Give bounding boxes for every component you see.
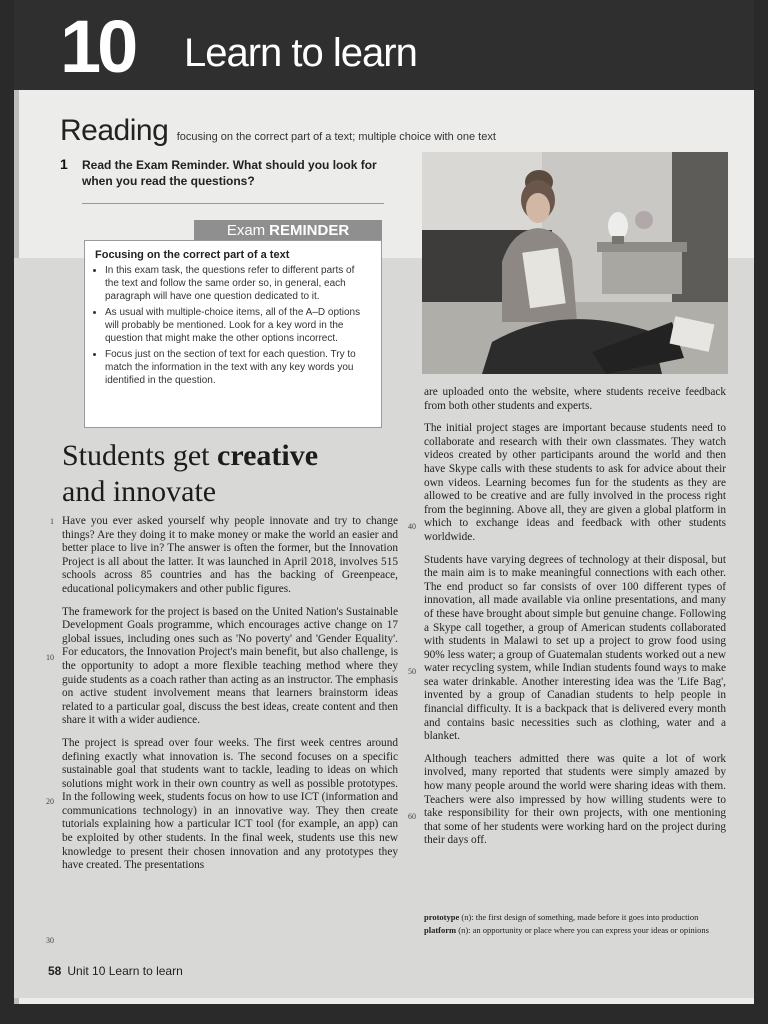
section-title: Reading: [60, 114, 169, 147]
glossary-definition: the first design of something, made before it goes into production: [475, 912, 699, 922]
page-number: 58: [48, 964, 62, 978]
unit-banner: [14, 0, 754, 90]
article-photo: [422, 152, 728, 374]
exam-reminder-list: [95, 264, 371, 387]
line-number: 60: [408, 812, 416, 821]
article-column-left: [62, 515, 398, 882]
line-number: 1: [50, 517, 54, 526]
exam-reminder-tab: [194, 220, 382, 242]
exam-reminder-item: • In this exam task, the questions refer to different parts of the text and follow the same order so, in general, each paragraph will have one question dedicated to it.: [105, 264, 371, 303]
glossary: [424, 912, 726, 937]
glossary-pos: (n):: [461, 912, 474, 922]
exam-reminder-box: [84, 240, 382, 428]
page-footer: [48, 964, 183, 978]
exam-reminder-tab-bold: REMINDER: [269, 222, 350, 239]
article-paragraph: Although teachers admitted there was quite a lot of work involved, many reported that students were simply amazed by how many people around the world were sharing ideas with them. Teachers were also impressed by how willing students were to take responsibility for their own projects, with one mentioning that some of her students were working hard on the project during their days off.: [424, 752, 726, 847]
line-number: 40: [408, 522, 416, 531]
divider: [82, 203, 384, 204]
glossary-definition: an opportunity or place where you can express your ideas or opinions: [472, 924, 709, 935]
section-subtitle: focusing on the correct part of a text; multiple choice with one text: [176, 131, 496, 143]
line-number: 50: [408, 667, 416, 676]
glossary-entry: [424, 925, 726, 936]
article-paragraph: The project is spread over four weeks. The first week centres around defining exactly what innovation is. The second focuses on a specific sustainable goal that students want to tackle, leading to ideas on which solutions might work in their own country as well as possible prototypes. In the following week, students focus on how to use ICT (information and communications technology) in an innovative way. They then create tutorials explaining how a particular ICT tool (for example, an app) can be exploited by other students. In the final week, students use this new knowledge to present their chosen innovation and any prototypes they have created. The presentations: [62, 736, 398, 872]
glossary-entry: [424, 912, 726, 923]
headline-part-1: Students get: [62, 439, 217, 472]
headline-bold-word: creative: [217, 439, 319, 472]
task-instruction: Read the Exam Reminder. What should you look for when you read the questions?: [82, 158, 377, 188]
article-paragraph: are uploaded onto the website, where students receive feedback from both other students and experts.: [424, 386, 726, 412]
footer-unit-label: Unit 10 Learn to learn: [67, 964, 183, 978]
glossary-term: platform: [424, 924, 457, 935]
unit-number: 10: [60, 5, 135, 88]
headline-part-2: and innovate: [62, 475, 217, 508]
article-paragraph: The framework for the project is based on the United Nation's Sustainable Development Goals programme, which encourages active change on 17 global issues, including ones such as 'No poverty' and 'Gender Equality'. For educators, the Innovation Project's main benefit, but also challenge, is the opportunity to adopt a more flexible teaching method where they guide students as a coach rather than acting as an instructor. The emphasis on active student involvement means that learners brainstorm ideas related to a particular goal, discuss the best ideas, create content and then share it with a wider audience.: [62, 605, 398, 727]
section-heading: [60, 114, 496, 148]
exam-reminder-tab-prefix: Exam: [226, 222, 266, 239]
line-number: 30: [46, 936, 54, 945]
article-column-right: [424, 386, 726, 857]
glossary-pos: (n):: [458, 924, 471, 935]
line-number: 20: [46, 797, 54, 806]
exam-reminder-item: • Focus just on the section of text for each question. Try to match the information in the text with any key words you identified in the question.: [105, 348, 371, 387]
photo-of-student-with-laptop-and-clipboard-icon: [422, 152, 728, 374]
task-number: 1: [60, 156, 68, 172]
line-number: 10: [46, 653, 54, 662]
glossary-term: prototype: [424, 912, 460, 922]
article-paragraph: The initial project stages are important because students need to collaborate and research with their own classmates. They watch videos created by other participants around the world and then have Skype calls with these students to ask for advice about their own videos. Learning becomes fun for the students as they are allowed to be creative and are fully involved in the process right from the beginning. Above all, they are given a global platform in which to exchange ideas and feedback with other students worldwide.: [424, 422, 726, 543]
unit-title: Learn to learn: [184, 31, 417, 75]
article-paragraph: Students have varying degrees of technology at their disposal, but the main aim is to make meaningful connections with each other. The end product so far consists of over 100 different types of innovation, all made available via online presentations, and many of these have brought about simple but genuine change. Following a Skype call together, a group of American students collaborated with students in Malawi to set up a project to grow food using 90% less water; a group of Guatemalan students worked out a new water recycling system, while Indian students found ways to make sea water drinkable. Another interesting idea was the 'Life Bag', invented by a group of Canadian students to help people in financial difficulty. It is a backpack that is delivered every month and contains basic necessities such as clothing, water and a blanket.: [424, 553, 726, 743]
exam-reminder-item: • As usual with multiple-choice items, all of the A–D options will probably be mentioned. Look for a key word in the question that might make the other options incorrect.: [105, 306, 371, 345]
article-headline: [62, 438, 392, 510]
article-paragraph: Have you ever asked yourself why people innovate and try to change things? Are they doing it to make money or make the world an easier and better place to live in? The answer is often the former, but the Innovation Project is all about the latter. It was launched in April 2018, involves 515 schools across 85 countries and has the backing of Greenpeace, educational policymakers and other public figures.: [62, 515, 398, 595]
exam-reminder-heading: Focusing on the correct part of a text: [95, 249, 290, 261]
textbook-page: [14, 0, 754, 1004]
